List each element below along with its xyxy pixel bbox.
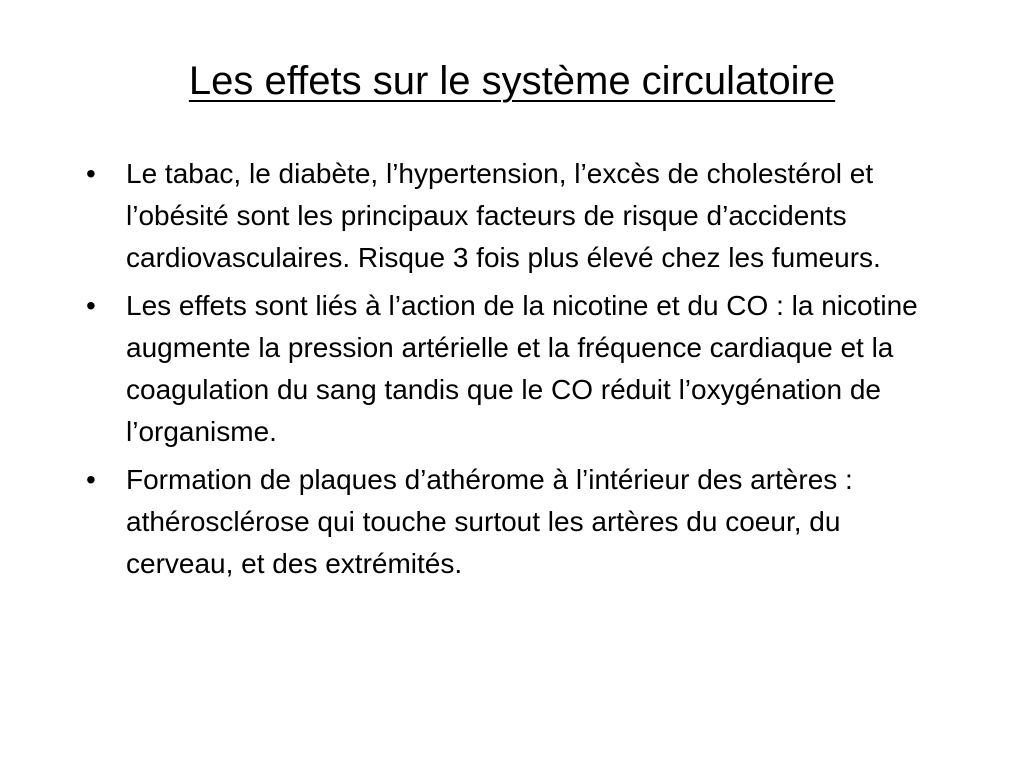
bullet-text: Le tabac, le diabète, l’hypertension, l’excès de cholestérol et l’obésité sont les principaux facteurs de risque d’accidents cardiovasculaires. Risque 3 fois plus élevé chez les fumeurs.: [126, 158, 881, 273]
bullet-icon: •: [86, 158, 96, 189]
slide-title: [0, 56, 1024, 106]
bullet-text: Les effets sont liés à l’action de la nicotine et du CO : la nicotine augmente la pression artérielle et la fréquence cardiaque et la coagulation du sang tandis que le CO réduit l’oxygénation de l’organisme.: [126, 290, 918, 447]
bullet-icon: •: [86, 290, 96, 321]
bullet-item: [86, 459, 946, 585]
slide-title-text: Les effets sur le système circulatoire: [188, 59, 836, 103]
bullet-item: [86, 285, 946, 453]
bullet-text: Formation de plaques d’athérome à l’intérieur des artères : athérosclérose qui touche surtout les artères du coeur, du cerveau, et des extrémités.: [126, 464, 853, 579]
bullet-list: [86, 153, 946, 591]
bullet-item: [86, 153, 946, 279]
bullet-icon: •: [86, 464, 96, 495]
